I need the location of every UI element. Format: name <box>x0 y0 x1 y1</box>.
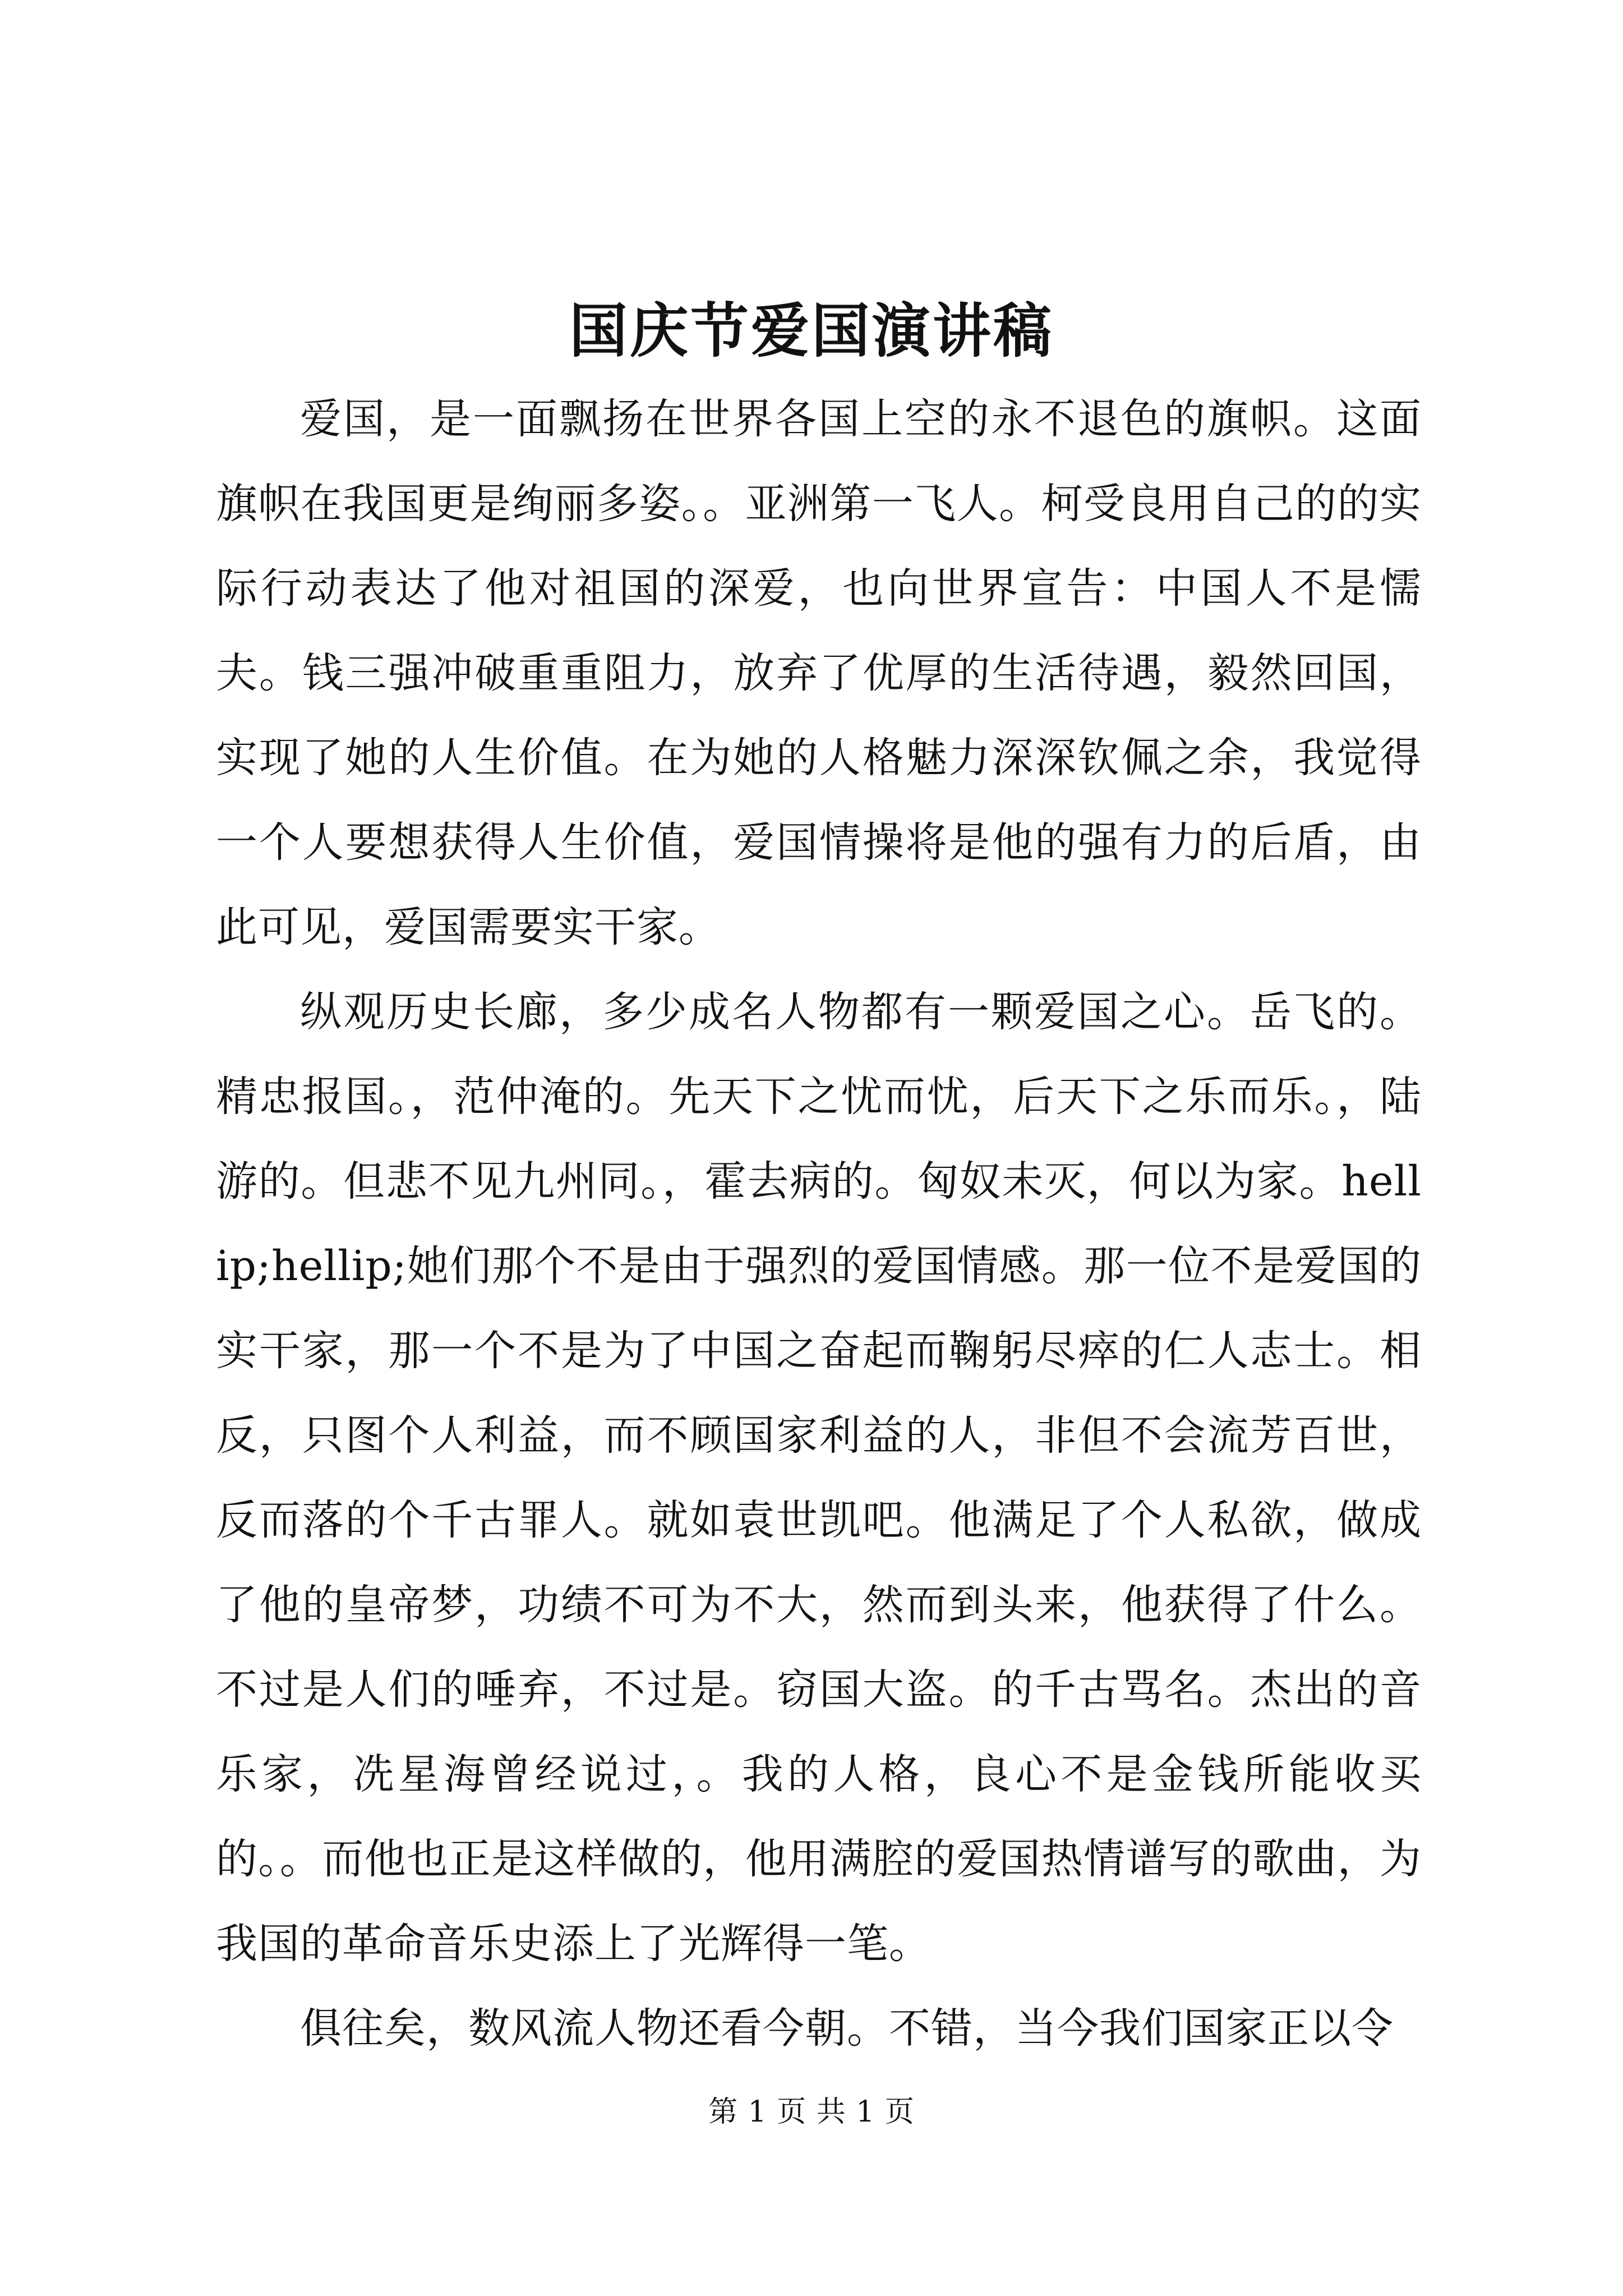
paragraph: 爱国，是一面飘扬在世界各国上空的永不退色的旗帜。这面旗帜在我国更是绚丽多姿。。亚洲第一飞人。柯受良用自己的的实际行动表达了他对祖国的深爱，也向世界宣告：中国人不是懦夫。钱三强冲破重重阻力，放弃了优厚的生活待遇，毅然回国，实现了她的人生价值。在为她的人格魅力深深钦佩之余，我觉得一个人要想获得人生价值，爱国情操将是他的强有力的后盾，由此可见，爱国需要实干家。 <box>216 395 1422 951</box>
paragraph: 纵观历史长廊，多少成名人物都有一颗爱国之心。岳飞的。精忠报国。，范仲淹的。先天下之忧而忧，后天下之乐而乐。，陆游的。但悲不见九州同。，霍去病的。匈奴未灭，何以为家。hellip;hellip;她们那个不是由于强烈的爱国情感。那一位不是爱国的实干家，那一个不是为了中国之奋起而鞠躬尽瘁的仁人志士。相反，只图个人利益，而不顾国家利益的人，非但不会流芳百世，反而落的个千古罪人。就如袁世凯吧。他满足了个人私欲，做成了他的皇帝梦，功绩不可为不大，然而到头来，他获得了什么。不过是人们的唾弃，不过是。窃国大盗。的千古骂名。杰出的音乐家，冼星海曾经说过，。我的人格，良心不是金钱所能收买的。。而他也正是这样做的，他用满腔的爱国热情谱写的歌曲，为我国的革命音乐史添上了光辉得一笔。 <box>216 988 1422 1968</box>
document-title: 国庆节爱国演讲稿 <box>569 296 1054 365</box>
paragraph: 俱往矣，数风流人物还看今朝。不错，当今我们国家正以令 <box>300 2004 1394 2053</box>
page-footer: 第 1 页 共 1 页 <box>708 2095 915 2129</box>
document-body <box>216 377 1422 2071</box>
